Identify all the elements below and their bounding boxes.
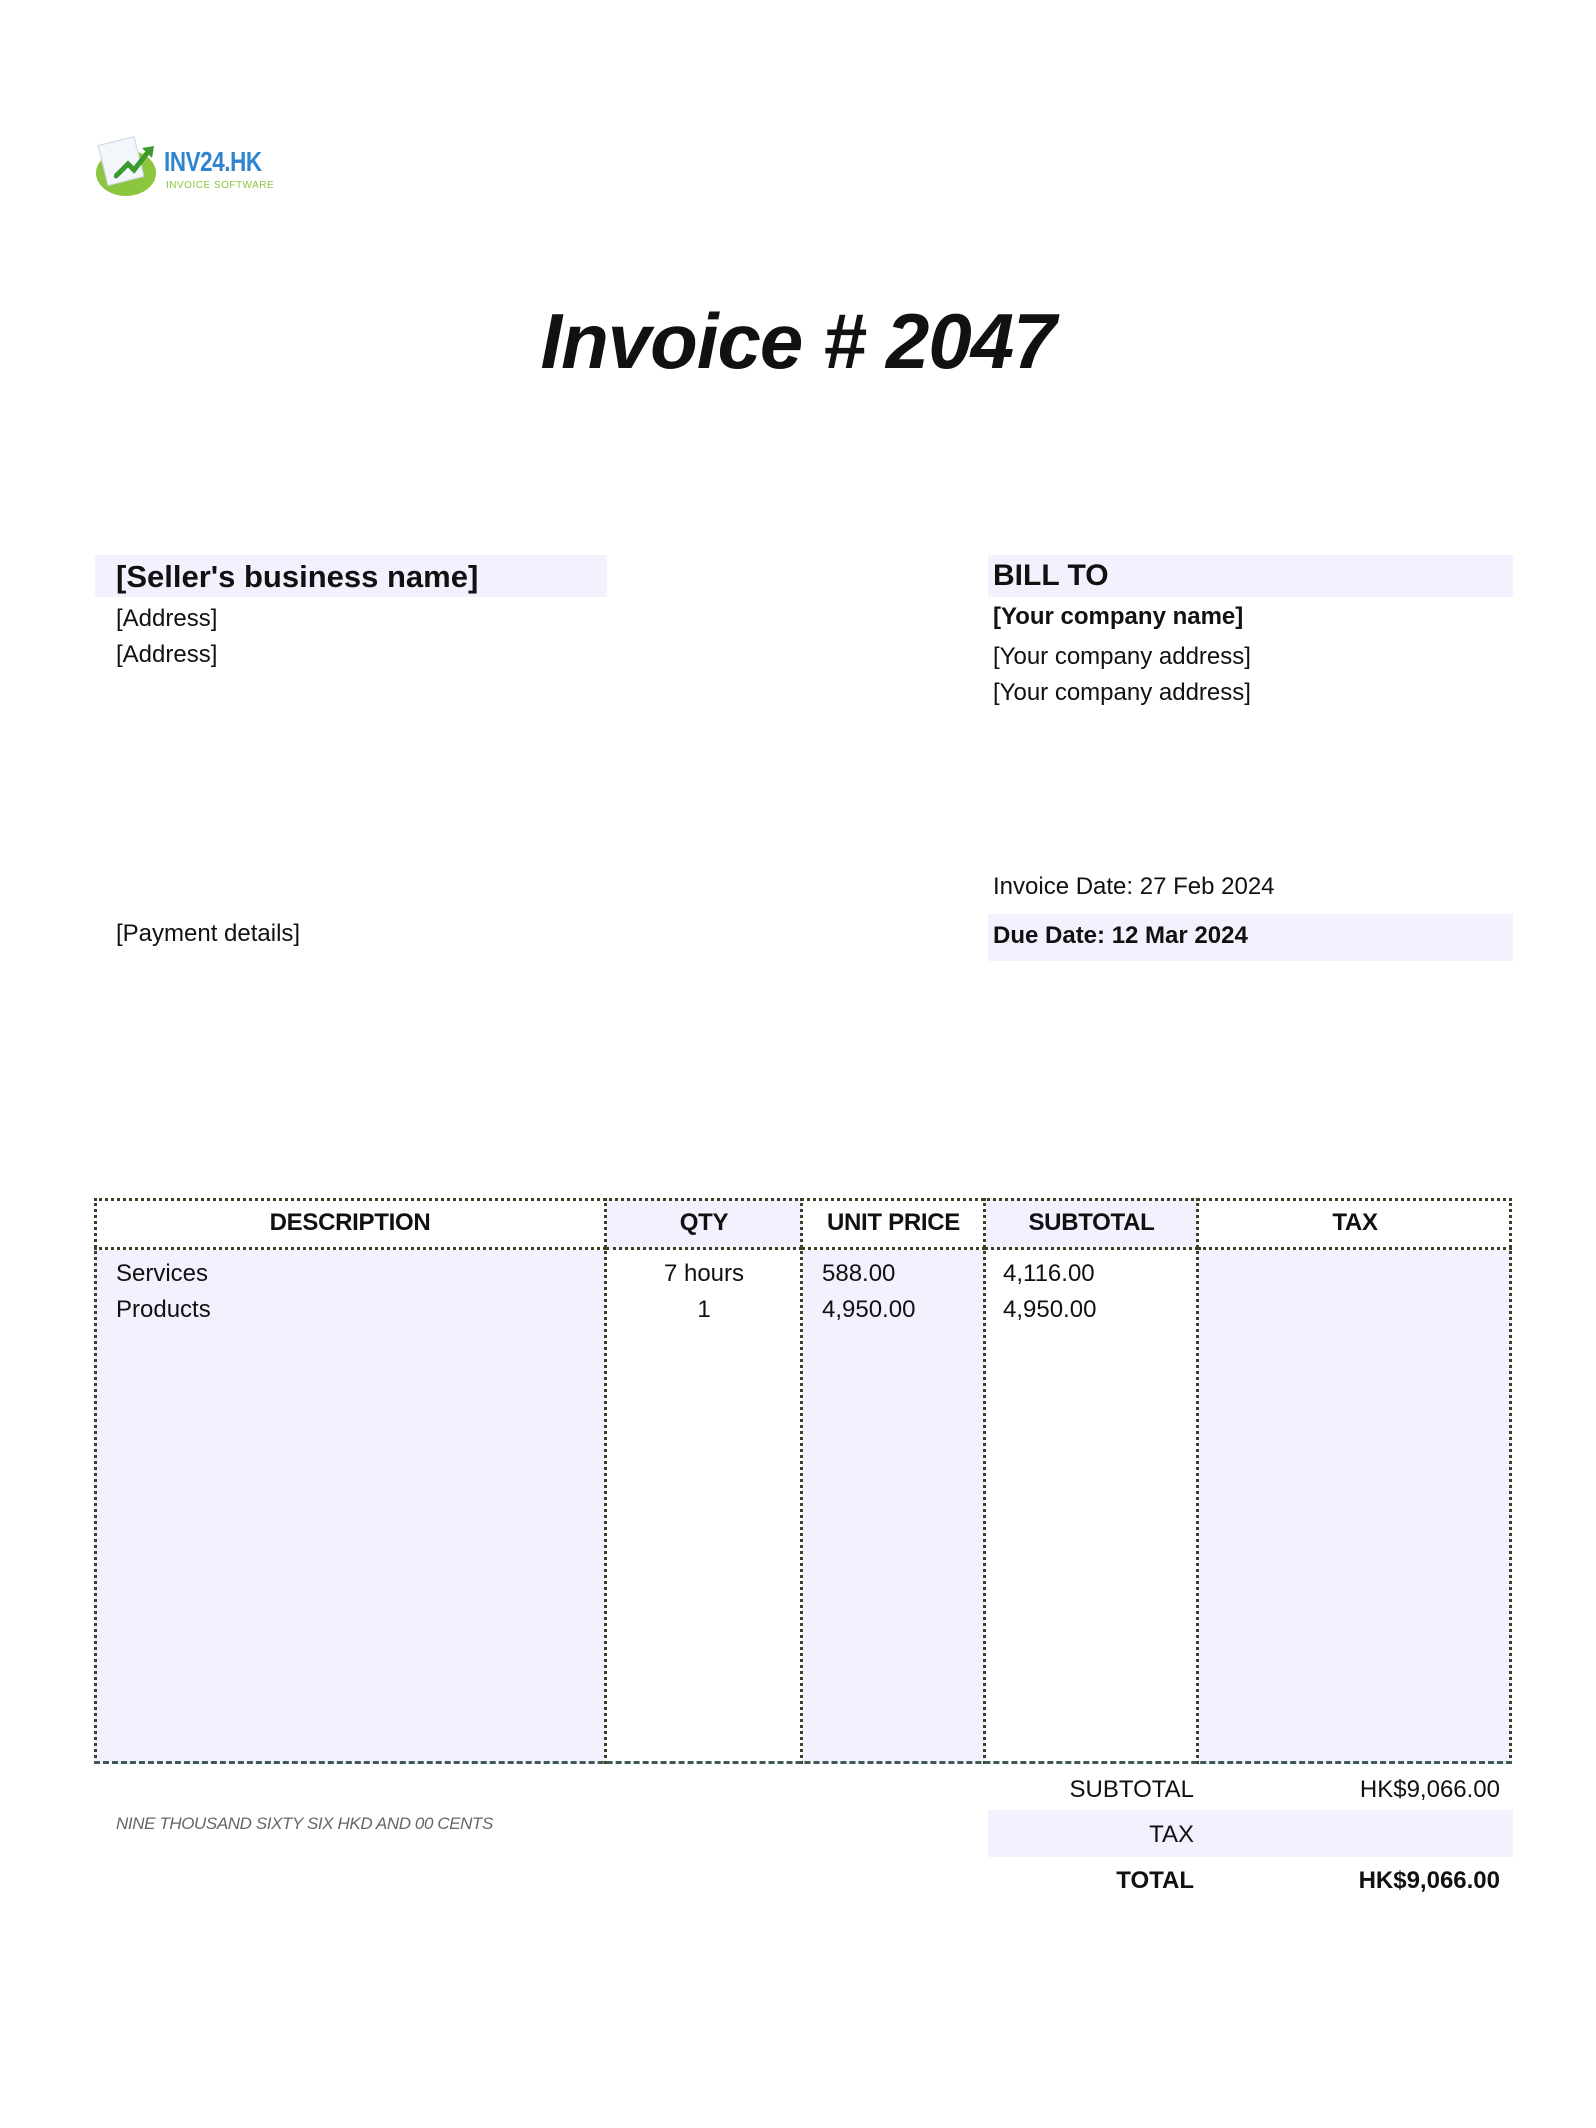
- column-divider: [94, 1198, 97, 1764]
- payment-details: [Payment details]: [116, 920, 301, 947]
- line-items-table: [94, 1198, 1512, 1764]
- row-1-description: Services: [116, 1260, 209, 1287]
- due-date: Due Date: 12 Mar 2024: [993, 922, 1248, 949]
- company-logo: [96, 136, 286, 202]
- bill-to-address-line-2: [Your company address]: [993, 679, 1251, 706]
- header-subtotal: SUBTOTAL: [985, 1198, 1198, 1250]
- row-1-subtotal: 4,116.00: [1003, 1260, 1095, 1287]
- description-body: [94, 1250, 606, 1764]
- header-description: DESCRIPTION: [94, 1198, 606, 1250]
- row-2-qty: 1: [697, 1296, 711, 1323]
- seller-business-name: [Seller's business name]: [116, 559, 479, 594]
- invoice-date: Invoice Date: 27 Feb 2024: [993, 873, 1275, 900]
- bill-to-heading: BILL TO: [993, 559, 1109, 592]
- header-unit-price: UNIT PRICE: [802, 1198, 985, 1250]
- column-tax: [1198, 1198, 1512, 1764]
- table-bottom-border: [94, 1761, 1512, 1764]
- subtotal-value: HK$9,066.00: [1359, 1776, 1500, 1803]
- column-divider: [1196, 1198, 1199, 1764]
- column-divider: [1509, 1198, 1512, 1764]
- unit-price-body: [802, 1250, 985, 1764]
- column-subtotal: [985, 1198, 1198, 1764]
- column-qty: [606, 1198, 802, 1764]
- header-tax: TAX: [1198, 1198, 1512, 1250]
- seller-address-line-2: [Address]: [116, 641, 218, 668]
- logo-wordmark: INV24.HK: [164, 146, 262, 177]
- logo-tagline: INVOICE SOFTWARE: [166, 180, 275, 191]
- trend-arrow-icon: [114, 142, 158, 182]
- total-label: TOTAL: [1116, 1867, 1194, 1894]
- tax-row-band: [988, 1810, 1513, 1857]
- subtotal-label: SUBTOTAL: [1069, 1776, 1194, 1803]
- column-divider: [604, 1198, 607, 1764]
- table-top-border: [94, 1198, 1512, 1201]
- row-2-subtotal: 4,950.00: [1003, 1296, 1097, 1323]
- bill-to-company-name: [Your company name]: [993, 603, 1244, 630]
- tax-label: TAX: [1149, 1821, 1194, 1848]
- header-qty: QTY: [606, 1198, 802, 1250]
- column-divider: [800, 1198, 803, 1764]
- invoice-title: Invoice # 2047: [540, 297, 1056, 385]
- row-1-unit-price: 588.00: [822, 1260, 896, 1287]
- column-unit-price: [802, 1198, 985, 1764]
- row-2-description: Products: [116, 1296, 211, 1323]
- qty-body: [606, 1250, 802, 1764]
- subtotal-body: [985, 1250, 1198, 1764]
- amount-in-words: NINE THOUSAND SIXTY SIX HKD AND 00 CENTS: [116, 1814, 493, 1833]
- bill-to-address-line-1: [Your company address]: [993, 643, 1251, 670]
- seller-address-line-1: [Address]: [116, 605, 218, 632]
- tax-body: [1198, 1250, 1512, 1764]
- column-description: [94, 1198, 606, 1764]
- row-1-qty: 7 hours: [663, 1260, 745, 1287]
- row-2-unit-price: 4,950.00: [822, 1296, 916, 1323]
- column-divider: [983, 1198, 986, 1764]
- total-value: HK$9,066.00: [1358, 1867, 1500, 1894]
